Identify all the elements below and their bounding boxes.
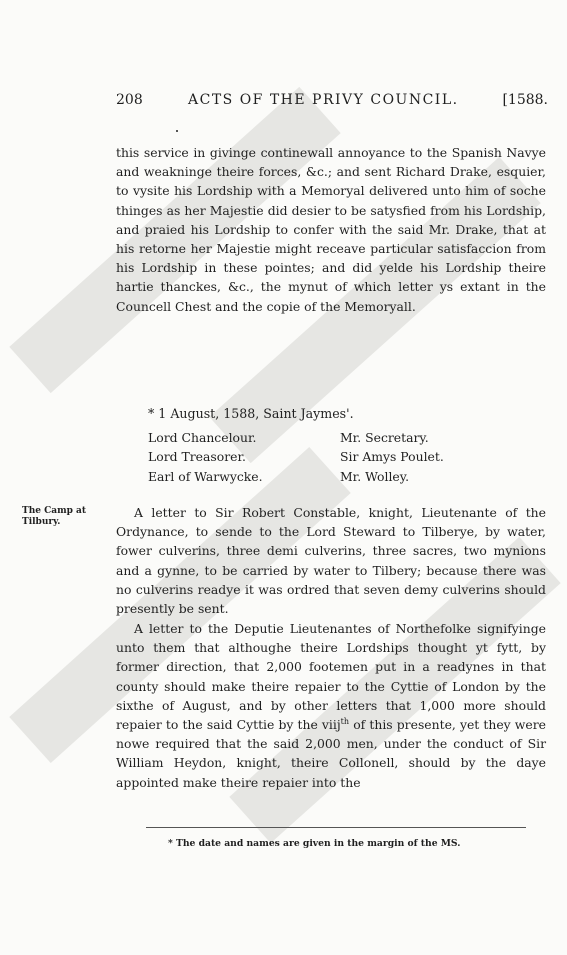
margin-note: The Camp at Tilbury. [22, 506, 87, 527]
attendee: Mr. Secretary. [340, 430, 429, 445]
footnote-rule [146, 827, 526, 828]
footnote: * The date and names are given in the margin of the MS. [168, 838, 461, 849]
attendee: Lord Treasorer. [148, 449, 246, 465]
running-head: ACTS OF THE PRIVY COUNCIL. [188, 92, 459, 108]
meeting-date: * 1 August, 1588, Saint Jaymes'. [148, 406, 354, 421]
attendee: Sir Amys Poulet. [340, 449, 444, 465]
letter-text-2-part-b: of this presente, yet they were nowe required that the said 2,000 men, under the conduct of Sir William Heydon, knight, theire Collonell, should by the daye appointed make theire repaier into the [116, 717, 546, 790]
continuation-paragraph [116, 143, 546, 316]
letter-text-2-part-a: A letter to the Deputie Lieutenantes of Northefolke signifyinge unto them that althoughe theire Lordships thought yt fytt, by former direction, that 2,000 footemen put in a readynes in that county should make theire repaier to the Cyttie of London by the sixthe of August, and by other letters that 1,000 more should repaier to the said Cyttie by the viij [116, 621, 546, 733]
letter-text-2 [116, 619, 546, 792]
attendees-list [148, 428, 468, 486]
printer-mark [176, 130, 178, 132]
attendee-row [148, 447, 468, 466]
attendee: Lord Chancelour. [148, 430, 257, 445]
header-year: [1588. [502, 92, 548, 108]
continuation-text: this service in givinge continewall annoyance to the Spanish Navye and weakninge theire forces, &c.; and sent Richard Drake, esquier, to vysite his Lordship with a Memoryal delivered unto him of soche thinges as her Majestie did desier to be satysfied from his Lordship, and praied his Lordship to confer with the said Mr. Drake, that at his retorne her Majestie might receave particular satisfaccion from his Lordship in these pointes; and did yelde his Lordship theire hartie thanckes, &c., the mynut of which letter ys extant in the Councell Chest and the copie of the Memoryall. [116, 145, 546, 314]
letter-text-1: A letter to Sir Robert Constable, knight, Lieutenante of the Ordynance, to sende to the Lord Steward to Tilberye, by water, fower culverins, three demi culverins, three sacres, two mynions and a gynne, to be carried by water to Tilbery; because there was no culverins readye it was ordred that seven demy culverins should presently be sent. [116, 505, 546, 617]
page-number: 208 [116, 92, 143, 108]
letter-paragraph-1 [116, 503, 546, 618]
attendee-row [148, 428, 468, 447]
page-header [116, 92, 548, 116]
attendee-row [148, 467, 468, 486]
attendee: Mr. Wolley. [340, 468, 410, 484]
letter-paragraph-2 [116, 619, 546, 792]
attendee: Earl of Warwycke. [148, 468, 263, 484]
ordinal-superscript: th [340, 716, 350, 726]
